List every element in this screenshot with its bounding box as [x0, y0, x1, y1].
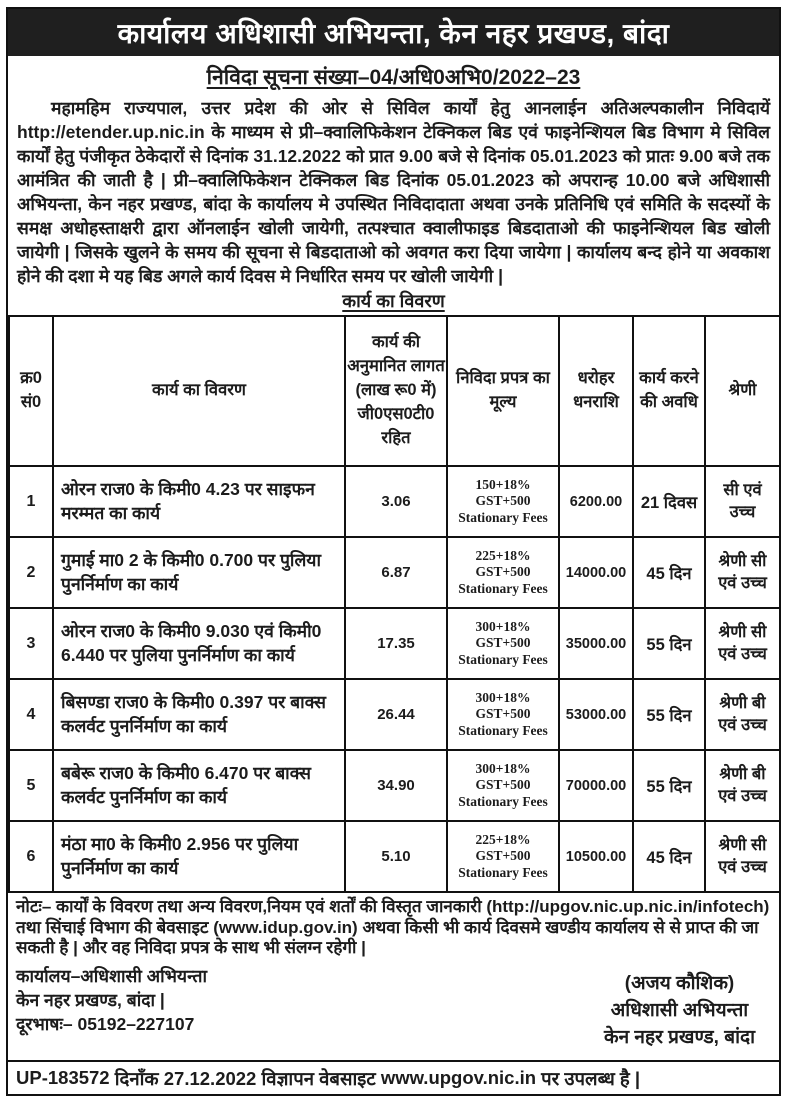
col-header-earnest-money: धरोहर धनराशि: [559, 316, 633, 466]
tender-form-price-cell: 150+18% GST+500 Stationary Fees: [447, 466, 559, 537]
col-header-tender-form-price: निविदा प्रपत्र का मूल्य: [447, 316, 559, 466]
signer-designation: अधिशासी अभियन्ता: [610, 999, 749, 1021]
note-suffix: अथवा किसी भी कार्य दिवसमे खण्डीय कार्यालय से से प्राप्त की जा सकती है | और वह निविदा प्रपत्र के साथ भी संलग्न रहेगी |: [16, 917, 759, 957]
table-row: [9, 537, 780, 608]
etender-url-text: http://etender.up.nic.in: [17, 122, 205, 142]
tender-notice-document: [6, 7, 781, 1096]
period-cell: 45 दिन: [633, 537, 705, 608]
work-description-cell: बबेरू राज0 के किमी0 6.470 पर बाक्स कलर्वट पुनर्निर्माण का कार्य: [53, 750, 345, 821]
note-paragraph: [8, 893, 779, 961]
period-cell: 45 दिन: [633, 821, 705, 892]
category-cell: श्रेणी सी एवं उच्च: [705, 821, 780, 892]
office-phone: दूरभाषः– 05192–227107: [16, 1013, 195, 1034]
office-address-block: [16, 964, 207, 1051]
idup-url-text: (www.idup.gov.in): [213, 917, 358, 937]
work-description-cell: ओरन राज0 के किमी0 9.030 एवं किमी0 6.440 पर पुलिया पुनर्निर्माण का कार्य: [53, 608, 345, 679]
category-cell: श्रेणी बी एवं उच्च: [705, 679, 780, 750]
earnest-money-cell: 6200.00: [559, 466, 633, 537]
period-cell: 55 दिन: [633, 679, 705, 750]
notice-body-part2: के माध्यम से प्री–क्वालिफिकेशन टेक्निकल बिड एवं फाइनेन्शियल बिड विभाग मे सिविल कार्यों हेतु पंजीकृत ठेकेदारों से दिनांक 31.12.2022 को प्रात 9.00 बजे से दिनांक 05.01.2023 को प्रातः 9.00 बजे तक आमंत्रित की जाती है | प्री–क्वालिफिकेशन टेक्निकल बिड दिनांक 05.01.2023 को अपरान्ह 10.00 बजे अधिशासी अभियन्ता, केन नहर प्रखण्ड, बांदा के कार्यालय मे उपस्थित निविदादाता अथवा उनके प्रतिनिधि एवं समिति के सदस्यों के समक्ष अधोहस्ताक्षरी द्वारा ऑनलाईन खोली जायेगी, तत्पश्चात क्वालीफाइड बिडदाताओ की फाइनेन्शियल बिड खोली जायेगी | जिसके खुलने के समय की सूचना से बिडदाताओ को अवगत करा दिया जायेगा | कार्यालय बन्द होने या अवकाश होने की दशा मे यह बिड अगले कार्य दिवस मे निर्धारित समय पर खोली जायेगी |: [17, 122, 771, 286]
category-cell: श्रेणी सी एवं उच्च: [705, 537, 780, 608]
work-description-cell: मंठा मा0 के किमी0 2.956 पर पुलिया पुनर्निर्माण का कार्य: [53, 821, 345, 892]
table-row: [9, 821, 780, 892]
upgov-infotech-url-text: (http://upgov.nic.up.nic.in/infotech): [486, 897, 770, 916]
tender-form-price-cell: 300+18% GST+500 Stationary Fees: [447, 750, 559, 821]
col-header-completion-period: कार्य करने की अवधि: [633, 316, 705, 466]
serial-cell: 3: [9, 608, 53, 679]
signer-location: केन नहर प्रखण्ड, बांदा: [604, 1026, 755, 1048]
estimated-cost-cell: 26.44: [345, 679, 447, 750]
estimated-cost-cell: 5.10: [345, 821, 447, 892]
signer-block: [604, 964, 755, 1051]
signer-name: (अजय कौशिक): [624, 972, 735, 994]
table-row: [9, 466, 780, 537]
table-row: [9, 679, 780, 750]
serial-cell: 5: [9, 750, 53, 821]
works-table-title: [8, 288, 779, 315]
notice-body-paragraph: [8, 94, 779, 288]
note-mid: तथा सिंचाई विभाग की बेवसाइट: [16, 917, 214, 937]
earnest-money-cell: 14000.00: [559, 537, 633, 608]
period-cell: 21 दिवस: [633, 466, 705, 537]
tender-form-price-cell: 225+18% GST+500 Stationary Fees: [447, 821, 559, 892]
works-table: [8, 315, 781, 893]
earnest-money-cell: 70000.00: [559, 750, 633, 821]
col-header-category: श्रेणी: [705, 316, 780, 466]
office-location: केन नहर प्रखण्ड, बांदा |: [16, 989, 165, 1010]
notice-body-part1: महामहिम राज्यपाल, उत्तर प्रदेश की ओर से सिविल कार्यों हेतु आनलाईन अतिअल्पकालीन निविदायें: [51, 98, 770, 118]
office-header-band: [8, 9, 779, 56]
earnest-money-cell: 35000.00: [559, 608, 633, 679]
tender-form-price-cell: 300+18% GST+500 Stationary Fees: [447, 679, 559, 750]
table-row: [9, 750, 780, 821]
table-header-row: [9, 316, 780, 466]
serial-cell: 1: [9, 466, 53, 537]
advert-ref-number: UP-183572: [16, 1067, 110, 1088]
tender-form-price-cell: 300+18% GST+500 Stationary Fees: [447, 608, 559, 679]
estimated-cost-cell: 17.35: [345, 608, 447, 679]
tender-form-price-cell: 225+18% GST+500 Stationary Fees: [447, 537, 559, 608]
signature-section: [8, 961, 779, 1051]
work-description-cell: बिसण्डा राज0 के किमी0 0.397 पर बाक्स कलर्वट पुनर्निर्माण का कार्य: [53, 679, 345, 750]
serial-cell: 2: [9, 537, 53, 608]
period-cell: 55 दिन: [633, 608, 705, 679]
office-line: कार्यालय–अधिशासी अभियन्ता: [16, 965, 207, 986]
category-cell: श्रेणी सी एवं उच्च: [705, 608, 780, 679]
advert-date-text: दिनाँक 27.12.2022 विज्ञापन वेबसाइट: [109, 1067, 381, 1089]
work-description-cell: ओरन राज0 के किमी0 4.23 पर साइफन मरम्मत का कार्य: [53, 466, 345, 537]
earnest-money-cell: 53000.00: [559, 679, 633, 750]
advert-suffix-text: पर उपलब्ध है |: [536, 1067, 641, 1089]
estimated-cost-cell: 3.06: [345, 466, 447, 537]
col-header-serial: क्र0 सं0: [9, 316, 53, 466]
col-header-description: कार्य का विवरण: [53, 316, 345, 466]
tender-notice-number-text: निविदा सूचना संख्या–04/अधि0अभि0/2022–23: [206, 66, 581, 89]
note-prefix: नोटः– कार्यों के विवरण तथा अन्य विवरण,नियम एवं शर्तों की विस्तृत जानकारी: [16, 897, 487, 916]
col-header-estimated-cost: कार्य की अनुमानित लागत (लाख रू0 में) जी0एस0टी0 रहित: [345, 316, 447, 466]
category-cell: सी एवं उच्च: [705, 466, 780, 537]
estimated-cost-cell: 34.90: [345, 750, 447, 821]
earnest-money-cell: 10500.00: [559, 821, 633, 892]
table-row: [9, 608, 780, 679]
category-cell: श्रेणी बी एवं उच्च: [705, 750, 780, 821]
work-description-cell: गुमाई मा0 2 के किमी0 0.700 पर पुलिया पुनर्निर्माण का कार्य: [53, 537, 345, 608]
serial-cell: 4: [9, 679, 53, 750]
advert-reference-bar: [8, 1060, 779, 1094]
works-table-title-text: कार्य का विवरण: [342, 291, 445, 311]
estimated-cost-cell: 6.87: [345, 537, 447, 608]
upgov-url-text: www.upgov.nic.in: [380, 1067, 537, 1088]
period-cell: 55 दिन: [633, 750, 705, 821]
tender-notice-number: [8, 56, 779, 94]
office-title: कार्यालय अधिशासी अभियन्ता, केन नहर प्रखण्ड, बांदा: [117, 17, 670, 49]
serial-cell: 6: [9, 821, 53, 892]
